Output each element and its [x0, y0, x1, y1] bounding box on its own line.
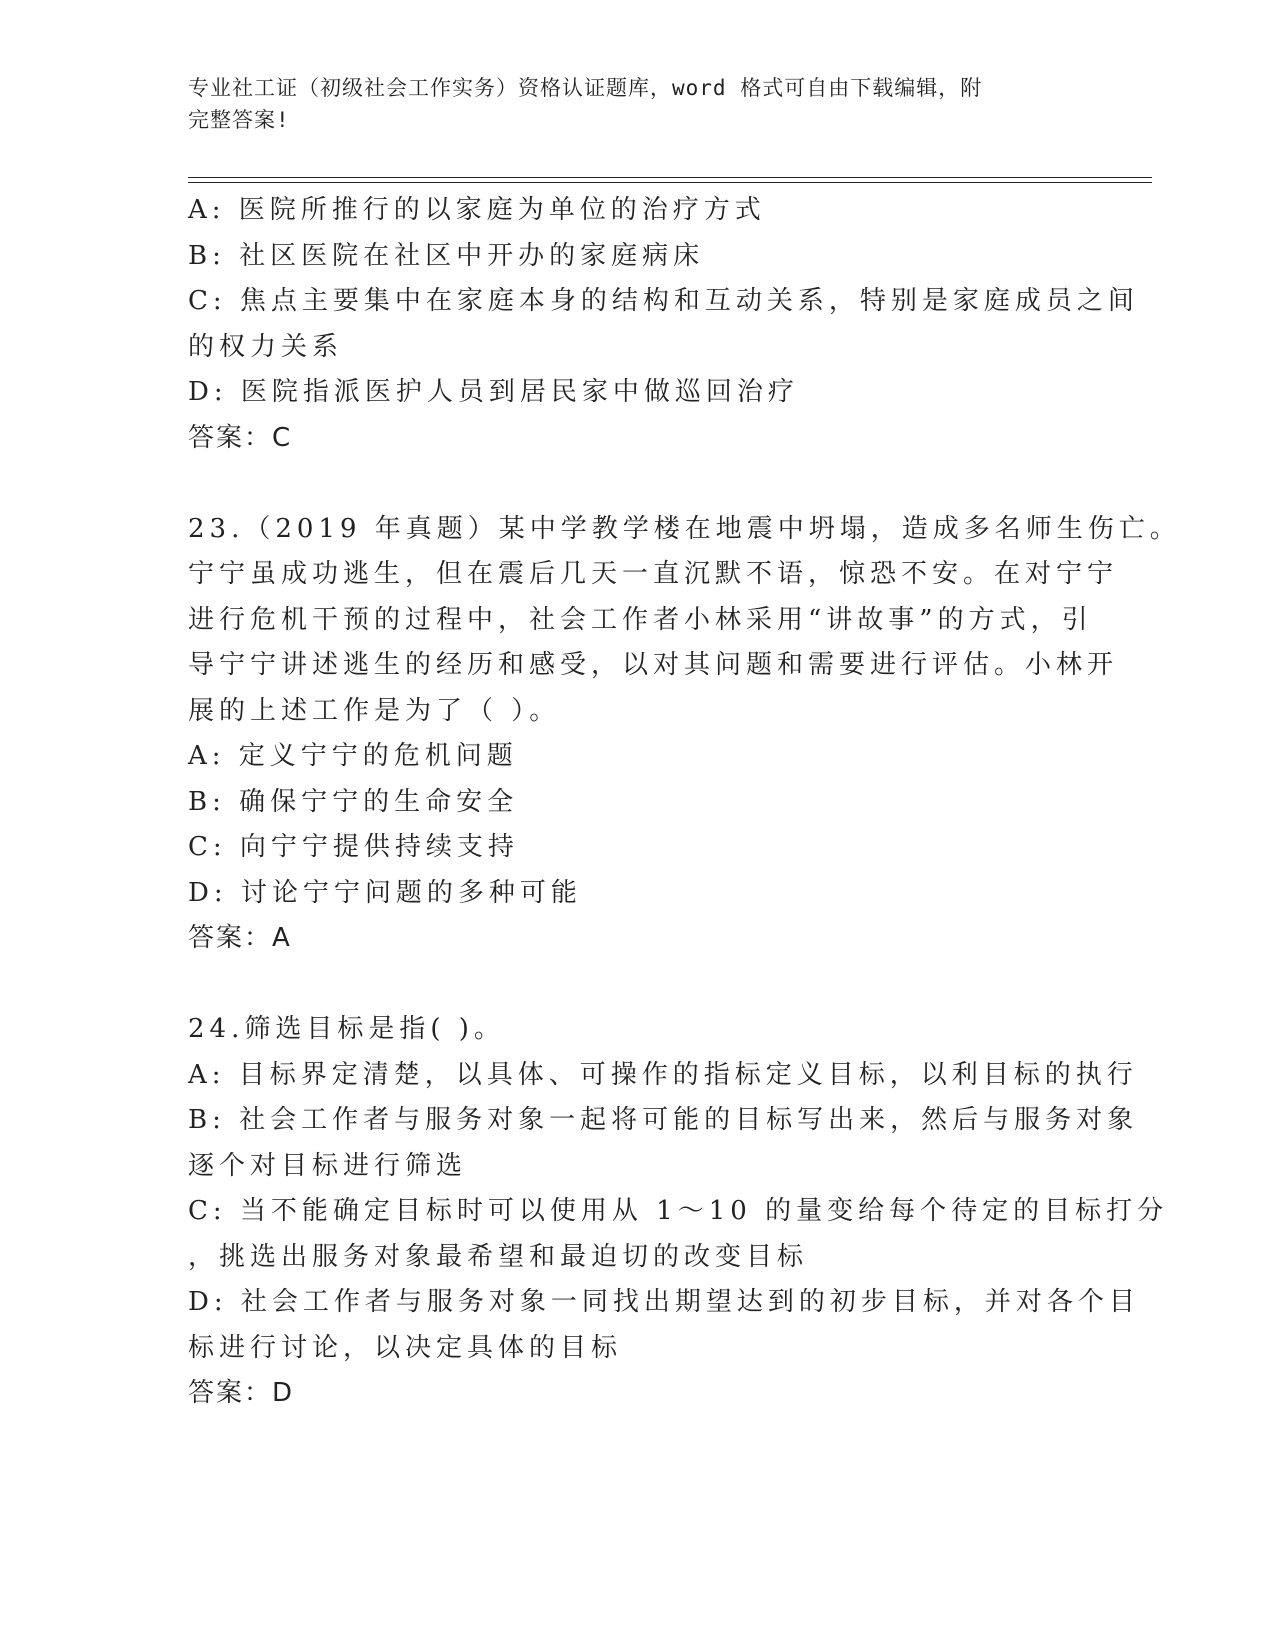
question-22	[188, 188, 1139, 461]
question-24	[188, 1007, 1169, 1417]
header-divider	[188, 182, 1152, 183]
question-content	[188, 188, 1181, 1417]
option-line: D: 社会工作者与服务对象一同找出期望达到的初步目标，并对各个目	[188, 1287, 1140, 1317]
question-stem-line: 24.筛选目标是指( )。	[188, 1014, 505, 1044]
spacer	[188, 962, 1088, 1008]
answer-line: 答案：C	[188, 422, 293, 453]
option-line: D: 医院指派医护人员到居民家中做巡回治疗	[188, 377, 799, 407]
option-line: C: 当不能确定目标时可以使用从 1～10 的量变给每个待定的目标打分	[188, 1196, 1169, 1226]
option-line: 标进行讨论，以决定具体的目标	[188, 1332, 623, 1363]
question-stem-line: 宁宁虽成功逃生，但在震后几天一直沉默不语，惊恐不安。在对宁宁	[188, 559, 1119, 589]
option-line: B: 社区医院在社区中开办的家庭病床	[188, 240, 705, 271]
option-line: 的权力关系	[188, 331, 344, 362]
question-stem-line: 进行危机干预的过程中，社会工作者小林采用“讲故事”的方式，引	[188, 604, 1093, 635]
option-line: A: 医院所推行的以家庭为单位的治疗方式	[188, 195, 766, 225]
answer-line: 答案：A	[188, 923, 292, 953]
answer-line: 答案：D	[188, 1378, 295, 1408]
document-header	[188, 72, 1068, 136]
option-line: A: 目标界定清楚，以具体、可操作的指标定义目标，以利目标的执行	[188, 1059, 1138, 1090]
option-line: 逐个对目标进行筛选	[188, 1150, 468, 1181]
question-stem-line: 展的上述工作是为了（ ）。	[188, 695, 561, 726]
option-line: D: 讨论宁宁问题的多种可能	[188, 877, 582, 908]
spacer	[188, 461, 1088, 507]
question-23	[188, 507, 1181, 962]
question-stem-line: 23.（2019 年真题）某中学教学楼在地震中坍塌，造成多名师生伤亡。	[188, 513, 1181, 544]
question-stem-line: 导宁宁讲述逃生的经历和感受，以对其问题和需要进行评估。小林开	[188, 650, 1119, 680]
option-line: B: 社会工作者与服务对象一起将可能的目标写出来，然后与服务对象	[188, 1105, 1139, 1135]
header-divider	[188, 177, 1152, 178]
option-line: B: 确保宁宁的生命安全	[188, 786, 519, 817]
header-line: 专业社工证（初级社会工作实务）资格认证题库，word 格式可自由下载编辑，附	[188, 76, 983, 100]
header-line: 完整答案!	[188, 108, 290, 132]
option-line: ，挑选出服务对象最希望和最迫切的改变目标	[188, 1241, 809, 1272]
option-line: C: 向宁宁提供持续支持	[188, 832, 519, 862]
option-line: C: 焦点主要集中在家庭本身的结构和互动关系，特别是家庭成员之间	[188, 286, 1139, 316]
option-line: A: 定义宁宁的危机问题	[188, 741, 518, 771]
